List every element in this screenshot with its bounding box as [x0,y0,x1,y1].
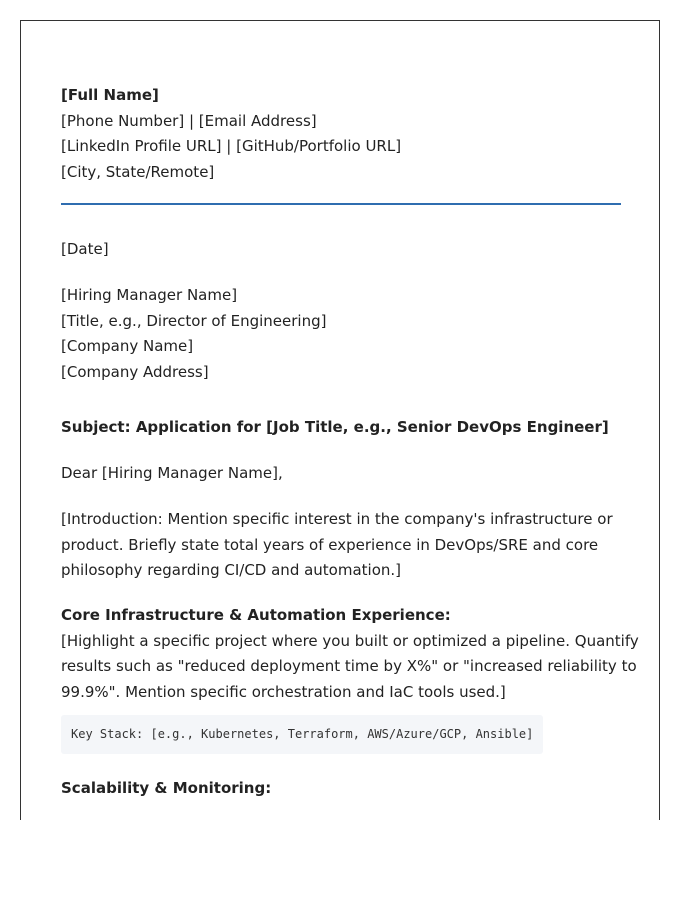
document-page [20,20,660,820]
core-line: results such as "reduced deployment time by X%" or "increased reliability to [61,657,637,675]
header-divider [61,203,621,205]
intro-line: [Introduction: Mention specific interest in the company's infrastructure or [61,510,613,528]
core-heading: Core Infrastructure & Automation Experience: [61,606,451,624]
links-line: [LinkedIn Profile URL] | [GitHub/Portfolio URL] [61,137,402,155]
intro-paragraph [61,507,621,584]
salutation: Dear [Hiring Manager Name], [61,464,283,482]
recipient-company: [Company Name] [61,337,194,355]
core-line: 99.9%". Mention specific orchestration and IaC tools used.] [61,682,506,701]
recipient-name: [Hiring Manager Name] [61,286,238,304]
scalability-section [61,776,271,802]
letter-header [61,83,621,185]
core-line: [Highlight a specific project where you built or optimized a pipeline. Quantify [61,631,639,650]
date-block [61,237,109,263]
recipient-block [61,283,326,385]
key-stack-code-block: Key Stack: [e.g., Kubernetes, Terraform, AWS/Azure/GCP, Ansible] [61,715,543,754]
core-experience-section [61,603,639,705]
recipient-address: [Company Address] [61,362,209,381]
subject-line: Subject: Application for [Job Title, e.g., Senior DevOps Engineer] [61,418,609,436]
intro-line: product. Briefly state total years of experience in DevOps/SRE and core [61,535,599,554]
scalability-heading: Scalability & Monitoring: [61,779,272,797]
recipient-title: [Title, e.g., Director of Engineering] [61,311,327,330]
salutation-block [61,461,283,487]
contact-line: [Phone Number] | [Email Address] [61,111,317,130]
date-text: [Date] [61,240,109,258]
location-line: [City, State/Remote] [61,162,215,181]
full-name: [Full Name] [61,86,159,104]
subject-block [61,415,609,441]
intro-line: philosophy regarding CI/CD and automation.] [61,561,402,579]
